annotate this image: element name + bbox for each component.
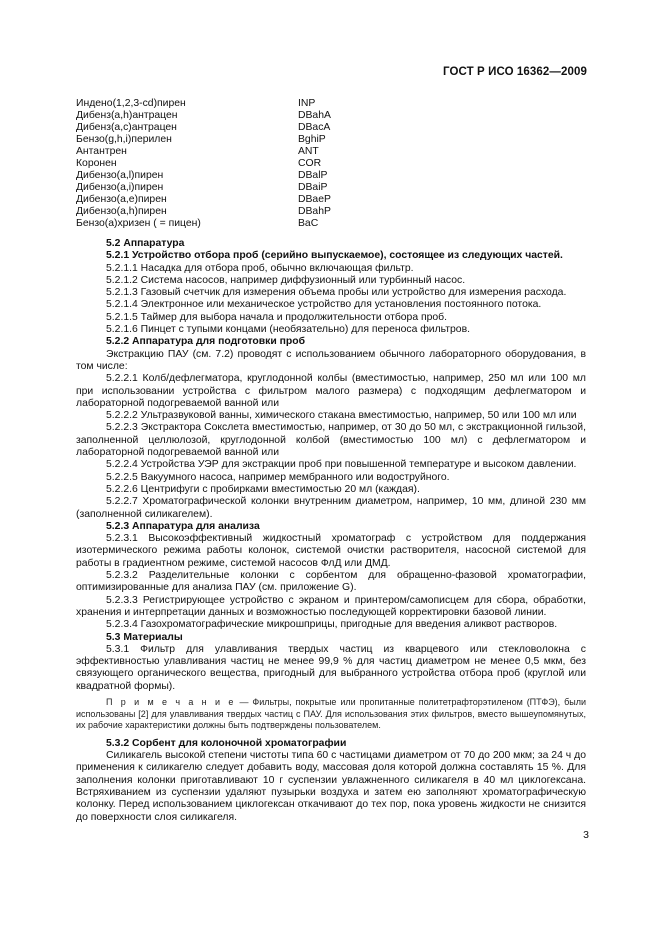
compound-code: INP xyxy=(298,98,316,109)
para-5-2-2-4: 5.2.2.4 Устройства УЭР для экстракции проб при повышенной температуре и высоком давлении. xyxy=(106,459,577,471)
para-5-3-1: 5.3.1 Фильтр для улавливания твердых частиц из кварцевого или стекловолокна с эффективностью улавливания частиц не менее 99,9 % для частиц диаметром не менее 0,5 мкм, без связующего органического вещества, пригодный для выбранного устройства отбора проб (круглой или квадратной формы). xyxy=(76,643,586,692)
standard-header: ГОСТ Р ИСО 16362—2009 xyxy=(442,66,587,78)
para-5-2-2-5: 5.2.2.5 Вакуумного насоса, например мембранного или водоструйного. xyxy=(106,471,450,483)
compound-name: Дибензо(a,h)пирен xyxy=(76,206,167,218)
compound-code: BghiP xyxy=(298,134,326,146)
abbreviation-row xyxy=(76,182,376,194)
compound-code: BaC xyxy=(298,218,319,230)
para-5-2-3-1: 5.2.3.1 Высокоэффективный жидкостный хроматограф с устройством для поддержания изотермического режима работы колонок, системой очистки растворителя, насосной системой для работы в градиентном режиме, системой насосов ФлД или ДМД. xyxy=(76,533,586,569)
compound-name: Антантрен xyxy=(76,146,127,158)
items-5-2-1 xyxy=(76,263,586,337)
heading-5-2-3: 5.2.3 Аппаратура для анализа xyxy=(106,520,260,532)
compound-name: Дибенз(a,c)антрацен xyxy=(76,122,177,134)
para-5-2-3-3: 5.2.3.3 Регистрирующее устройство с экраном и принтером/самописцем для сбора, обработки, хранения и интерпретации данных и возможностью последующей корректировки базовой линии. xyxy=(76,594,586,618)
para-5-2-2-3: 5.2.2.3 Экстрактора Сокслета вместимостью, например, от 30 до 50 мл, с экстракционной гильзой, заполненной целлюлозой, круглодонной колбой (вместимостью 100 мл) с дефлегматором и лабораторной подогреваемой ванной или xyxy=(76,422,586,459)
abbreviation-row xyxy=(76,206,376,218)
heading-5-2: 5.2 Аппаратура xyxy=(106,238,185,249)
compound-name: Бензо(g,h,i)перилен xyxy=(76,134,172,146)
section-5-2 xyxy=(76,238,586,824)
compound-code: DBacA xyxy=(298,122,331,134)
compound-code: DBahA xyxy=(298,110,331,122)
heading-5-3: 5.3 Материалы xyxy=(106,631,183,643)
para-5-2-3-4: 5.2.3.4 Газохроматографические микрошприцы, пригодные для введения аликвот растворов. xyxy=(106,619,558,631)
list-item: 5.2.1.1 Насадка для отбора проб, обычно включающая фильтр. xyxy=(106,262,414,274)
compound-name: Дибензо(a,l)пирен xyxy=(76,170,164,182)
list-item: 5.2.1.3 Газовый счетчик для измерения объема пробы или устройство для измерения расхода. xyxy=(106,287,567,299)
heading-5-2-2: 5.2.2 Аппаратура для подготовки проб xyxy=(106,336,306,348)
para-5-3-2: Силикагель высокой степени чистоты типа 60 с частицами диаметром от 70 до 200 мкм; за 24 ч до применения к силикагелю следует добавить воду, массовая доля которой должна составлять 15 %. Для заполнения колонки приготавливают 10 г суспензии увлажненного силикагеля в 40 мл циклогексана. Встряхиванием из суспензии удаляют пузырьки воздуха и затем ею заполняют хроматографическую колонку. Перед использованием циклогексан откачивают до тех пор, пока уровень жидкости не снизится до поверхности слоя силикагеля. xyxy=(76,750,586,823)
compound-code: COR xyxy=(298,158,322,170)
abbreviation-row xyxy=(76,134,376,146)
compound-code: DBaiP xyxy=(298,182,328,194)
page-number: 3 xyxy=(583,829,589,841)
compound-name: Индено(1,2,3-cd)пирен xyxy=(76,98,186,109)
abbreviation-row xyxy=(76,158,376,170)
note xyxy=(76,697,586,732)
para-5-2-2-1: 5.2.2.1 Колб/дефлегматора, круглодонной колбы (вместимостью, например, 250 мл или 100 мл при использовании устройства с фильтром малого размера) с подходящим дефлегматором и лабораторной подогреваемой ванной или xyxy=(76,373,586,409)
compound-code: ANT xyxy=(298,146,319,158)
compound-code: DBahP xyxy=(298,206,331,218)
list-item: 5.2.1.2 Система насосов, например диффузионный или турбинный насос. xyxy=(106,274,466,286)
para-5-2-2-6: 5.2.2.6 Центрифуги с пробирками вместимостью 20 мл (каждая). xyxy=(106,483,420,495)
abbreviation-row xyxy=(76,122,376,134)
abbreviation-row xyxy=(76,98,376,110)
list-item: 5.2.1.6 Пинцет с тупыми концами (необязательно) для переноса фильтров. xyxy=(106,324,470,336)
list-item: 5.2.1.4 Электронное или механическое устройство для установления постоянного потока. xyxy=(106,299,542,311)
para-5-2-3-2: 5.2.3.2 Разделительные колонки с сорбентом для обращенно-фазовой хроматографии, оптимизированные для анализа ПАУ (см. приложение G). xyxy=(76,570,586,594)
abbreviation-row xyxy=(76,170,376,182)
abbreviation-row xyxy=(76,218,376,230)
compound-code: DBalP xyxy=(298,170,328,182)
para-5-2-2: Экстракцию ПАУ (см. 7.2) проводят с использованием обычного лабораторного оборудования, в том числе: xyxy=(76,348,586,372)
para-5-2-2-2: 5.2.2.2 Ультразвуковой ванны, химического стакана вместимостью, например, 50 или 100 мл или xyxy=(106,410,577,422)
abbreviation-row xyxy=(76,194,376,206)
compound-name: Бензо(a)хризен ( = пицен) xyxy=(76,218,201,230)
abbreviation-list xyxy=(76,98,376,231)
compound-name: Дибенз(a,h)антрацен xyxy=(76,110,178,122)
note-label: П р и м е ч а н и е xyxy=(106,696,236,707)
abbreviation-row xyxy=(76,110,376,122)
compound-name: Дибензо(a,i)пирен xyxy=(76,182,164,194)
abbreviation-row xyxy=(76,146,376,158)
compound-name: Коронен xyxy=(76,158,117,170)
heading-5-3-2: 5.3.2 Сорбент для колоночной хроматографии xyxy=(106,737,347,749)
para-5-2-2-7: 5.2.2.7 Хроматографической колонки внутренним диаметром, например, 10 мм, длиной 230 мм (заполненной силикагелем). xyxy=(76,496,586,520)
compound-name: Дибензо(a,e)пирен xyxy=(76,194,167,206)
compound-code: DBaeP xyxy=(298,194,331,206)
list-item: 5.2.1.5 Таймер для выбора начала и продолжительности отбора проб. xyxy=(106,311,448,323)
note-text: — Фильтры, покрытые или пропитанные политетрафторэтиленом (ПТФЭ), были использованы [2] для улавливания твердых частиц с ПАУ. Для использования этих фильтров, вместо вышеупомянутых, их рабочие характеристики должны быть подтверждены пользователем. xyxy=(76,696,586,731)
heading-5-2-1: 5.2.1 Устройство отбора проб (серийно выпускаемое), состоящее из следующих частей. xyxy=(106,250,563,262)
